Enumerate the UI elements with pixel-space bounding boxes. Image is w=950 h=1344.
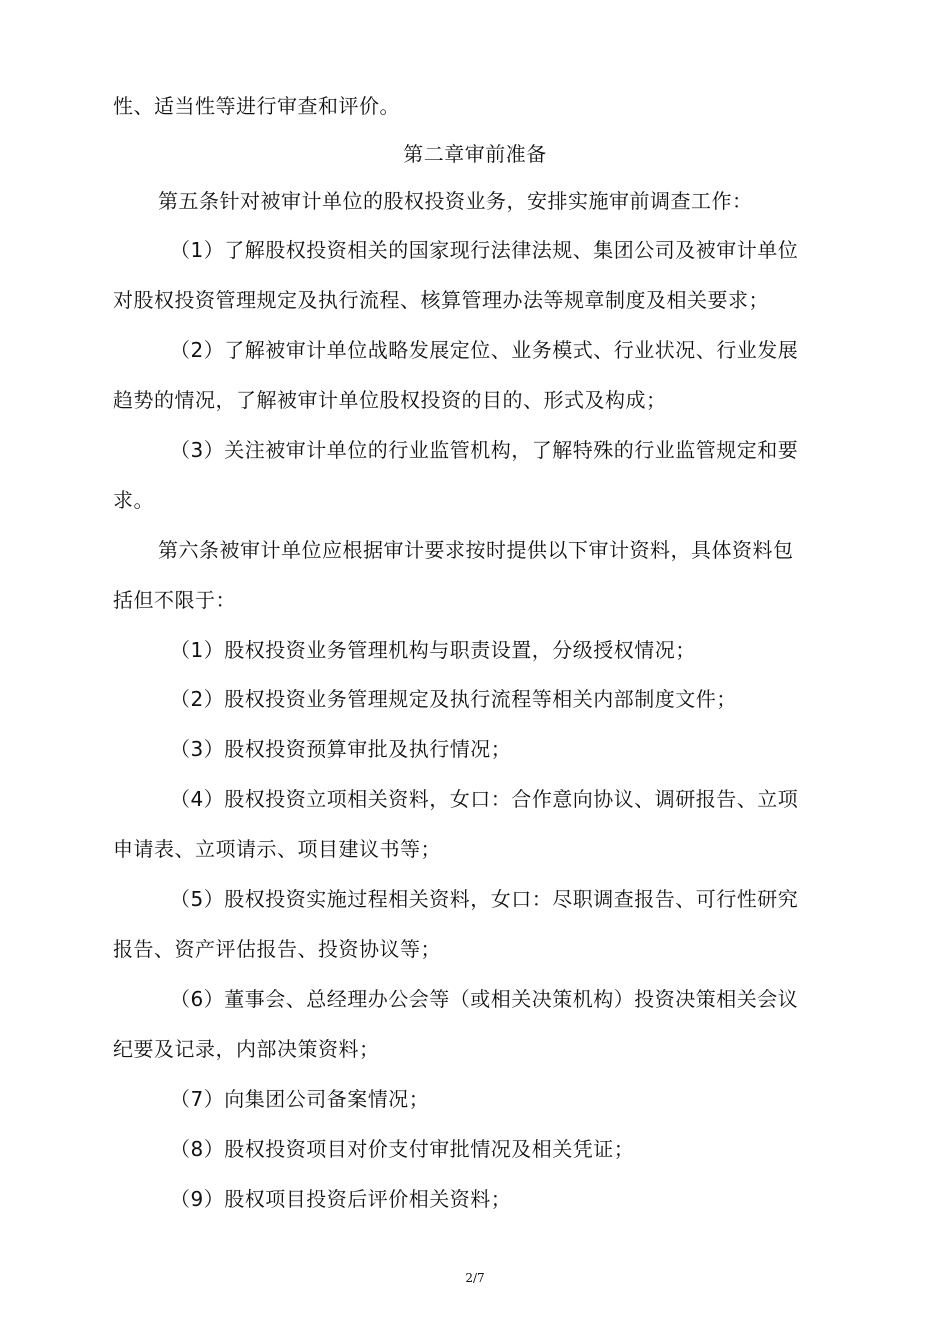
list-item: （7）向集团公司备案情况； bbox=[170, 1087, 430, 1111]
text-line: 纪要及记录，内部决策资料； bbox=[113, 1037, 380, 1061]
list-item: （2）了解被审计单位战略发展定位、业务模式、行业状况、行业发展 bbox=[170, 338, 799, 362]
chapter-heading: 第二章审前准备 bbox=[403, 142, 547, 166]
text-line: 性、适当性等进行审查和评价。 bbox=[113, 94, 400, 118]
article-5-text: 第五条针对被审计单位的股权投资业务，安排实施审前调查工作： bbox=[158, 189, 753, 213]
list-item: （3）股权投资预算审批及执行情况； bbox=[170, 737, 512, 761]
list-item: （4）股权投资立项相关资料，女口：合作意向协议、调研报告、立项 bbox=[170, 787, 799, 811]
list-item: （1）股权投资业务管理机构与职责设置，分级授权情况； bbox=[170, 638, 696, 662]
list-item: （6）董事会、总经理办公会等（或相关决策机构）投资决策相关会议 bbox=[170, 987, 799, 1011]
list-item: （2）股权投资业务管理规定及执行流程等相关内部制度文件； bbox=[170, 687, 737, 711]
text-line: 申请表、立项请示、项目建议书等； bbox=[113, 837, 441, 861]
list-item: （5）股权投资实施过程相关资料，女口：尽职调查报告、可行性研究 bbox=[170, 887, 799, 911]
page-number: 2/7 bbox=[465, 1271, 485, 1285]
article-6-text: 第六条被审计单位应根据审计要求按时提供以下审计资料，具体资料包 bbox=[158, 538, 794, 562]
text-line: 求。 bbox=[113, 488, 154, 512]
text-line: 报告、资产评估报告、投资协议等； bbox=[113, 937, 441, 961]
text-line: 括但不限于： bbox=[113, 588, 236, 612]
list-item: （8）股权投资项目对价支付审批情况及相关凭证； bbox=[170, 1137, 635, 1161]
text-line: 对股权投资管理规定及执行流程、核算管理办法等规章制度及相关要求； bbox=[113, 288, 769, 312]
list-item: （9）股权项目投资后评价相关资料； bbox=[170, 1187, 512, 1211]
list-item: （3）关注被审计单位的行业监管机构，了解特殊的行业监管规定和要 bbox=[170, 438, 799, 462]
text-line: 趋势的情况，了解被审计单位股权投资的目的、形式及构成； bbox=[113, 388, 667, 412]
list-item: （1）了解股权投资相关的国家现行法律法规、集团公司及被审计单位 bbox=[170, 238, 799, 262]
